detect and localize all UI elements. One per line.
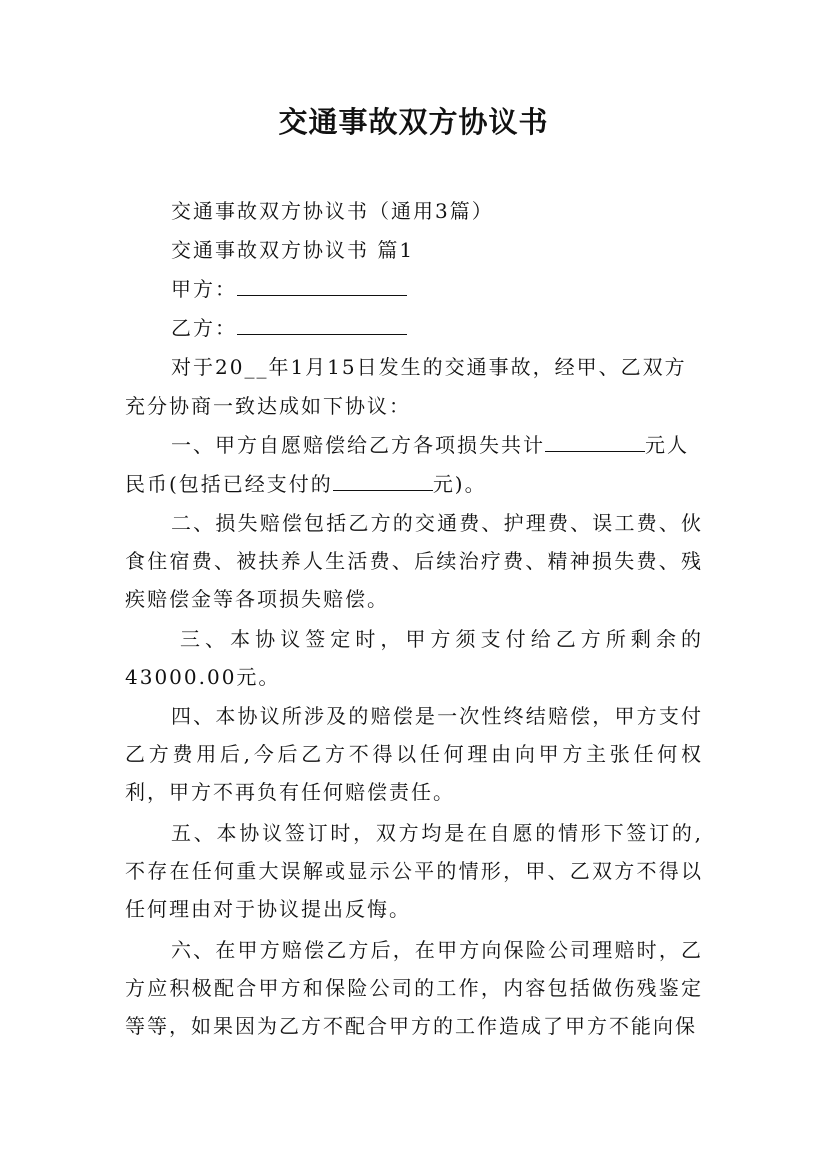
party-b-line — [171, 309, 771, 347]
clause-4: 四、本协议所涉及的赔偿是一次性终结赔偿，甲方支付乙方费用后,今后乙方不得以任何理由向甲方主张任何权利，甲方不再负有任何赔偿责任。 — [125, 704, 703, 804]
party-a-blank — [237, 271, 407, 296]
intro-line-1: 对于20__年1月15日发生的交通事故，经甲、乙双方 — [171, 355, 687, 379]
clause-1-text-b: 元人 — [645, 433, 689, 457]
document-title: 交通事故双方协议书 — [278, 105, 549, 139]
party-a-line — [171, 270, 771, 308]
clause-1-text-a: 一、甲方自愿赔偿给乙方各项损失共计 — [171, 433, 545, 457]
party-b-blank — [237, 310, 407, 335]
clause-2: 二、损失赔偿包括乙方的交通费、护理费、误工费、伙食住宿费、被扶养人生活费、后续治疗费、精神损失费、残疾赔偿金等各项损失赔偿。 — [125, 511, 703, 611]
clause-5: 五、本协议签订时，双方均是在自愿的情形下签订的,不存在任何重大误解或显示公平的情形，甲、乙双方不得以任何理由对于协议提出反悔。 — [125, 821, 703, 921]
document-subtitle: 交通事故双方协议书（通用3篇） — [171, 199, 494, 223]
clause-1-text-d: 元)。 — [432, 472, 487, 496]
clause-1-line-2 — [125, 465, 725, 503]
clause-6: 六、在甲方赔偿乙方后，在甲方向保险公司理赔时，乙方应积极配合甲方和保险公司的工作，内容包括做伤残鉴定等等，如果因为乙方不配合甲方的工作造成了甲方不能向保 — [125, 938, 703, 1038]
party-b-label: 乙方： — [171, 316, 237, 340]
clause-1-paid-blank — [333, 466, 433, 491]
party-a-label: 甲方： — [171, 277, 237, 301]
section-heading: 交通事故双方协议书 篇1 — [171, 238, 415, 262]
clause-1-line-1 — [171, 426, 771, 464]
clause-1-text-c: 民币(包括已经支付的 — [125, 472, 333, 496]
clause-3: 三、本协议签定时，甲方须支付给乙方所剩余的43000.00元。 — [125, 627, 703, 689]
clause-1-total-blank — [545, 427, 645, 452]
intro-line-2: 充分协商一致达成如下协议： — [125, 394, 411, 418]
